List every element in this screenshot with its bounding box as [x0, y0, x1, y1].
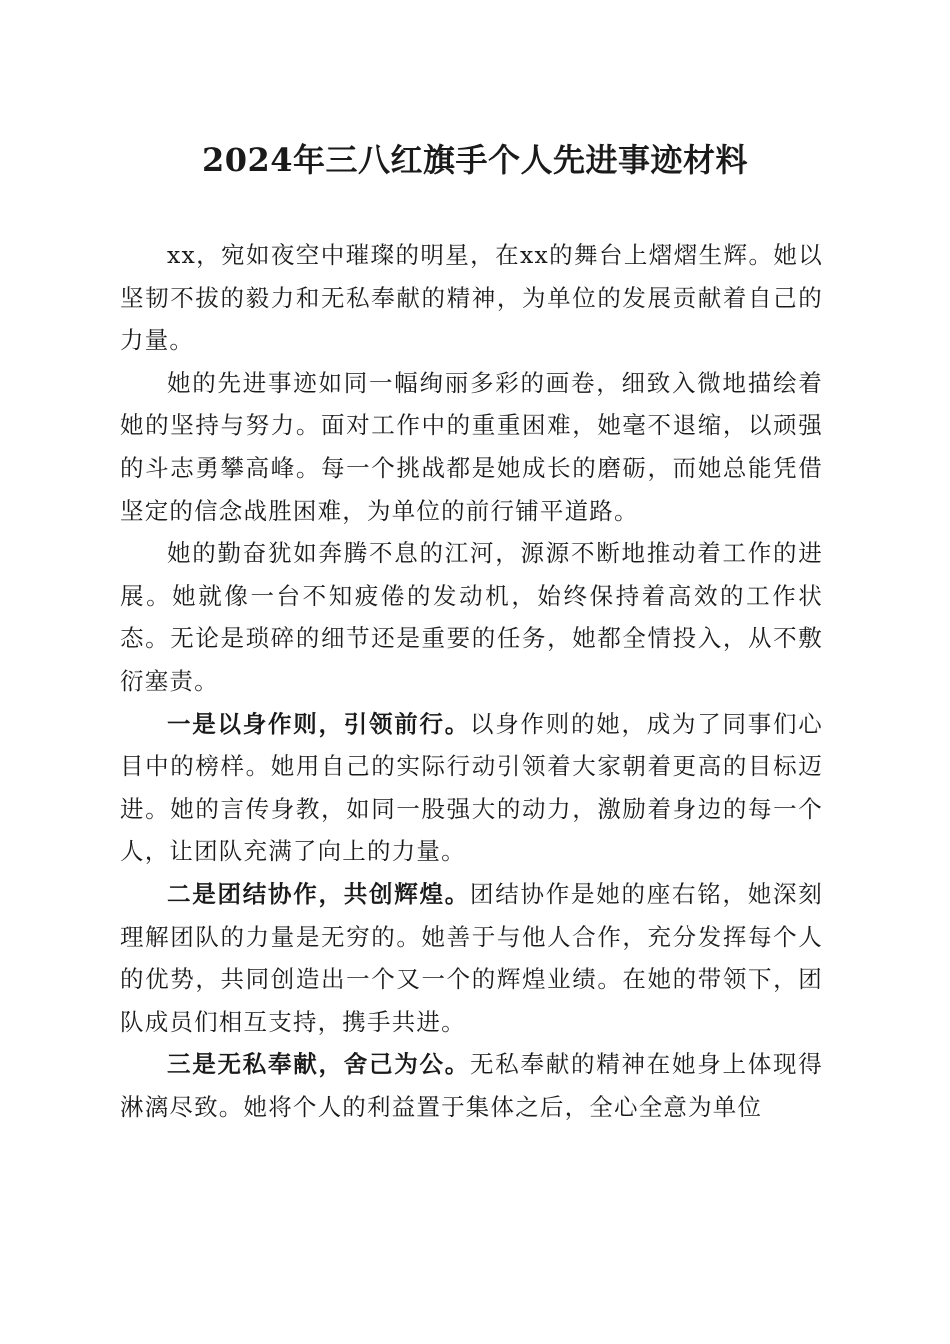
paragraph — [120, 234, 823, 362]
paragraph-lead-heading: 二是团结协作，共创辉煌。 — [167, 879, 471, 908]
paragraph-text: 无私奉献的精神在她身上体现得淋漓尽致。她将个人的利益置于集体之后，全心全意为单位 — [120, 1050, 823, 1121]
paragraph-text: 以身作则的她，成为了同事们心目中的榜样。她用自己的实际行动引领着大家朝着更高的目标迈进。她的言传身教，如同一股强大的动力，激励着身边的每一个人，让团队充满了向上的力量。 — [120, 709, 823, 866]
paragraph-lead-heading: 一是以身作则，引领前行。 — [167, 709, 471, 738]
document-body — [120, 234, 823, 1128]
paragraph — [120, 703, 823, 873]
document-title: 2024年三八红旗手个人先进事迹材料 — [201, 141, 749, 179]
paragraph — [120, 873, 823, 1043]
paragraph-text: 团结协作是她的座右铭，她深刻理解团队的力量是无穷的。她善于与他人合作，充分发挥每个人的优势，共同创造出一个又一个的辉煌业绩。在她的带领下，团队成员们相互支持，携手共进。 — [120, 879, 823, 1036]
paragraph — [120, 532, 823, 702]
paragraph-text: xx，宛如夜空中璀璨的明星，在xx的舞台上熠熠生辉。她以坚韧不拔的毅力和无私奉献的精神，为单位的发展贡献着自己的力量。 — [120, 241, 823, 355]
paragraph-lead-heading: 三是无私奉献，舍己为公。 — [167, 1050, 471, 1079]
paragraph-text: 她的勤奋犹如奔腾不息的江河，源源不断地推动着工作的进展。她就像一台不知疲倦的发动机，始终保持着高效的工作状态。无论是琐碎的细节还是重要的任务，她都全情投入，从不敷衍塞责。 — [120, 539, 823, 695]
paragraph — [120, 1043, 823, 1128]
paragraph — [120, 362, 823, 532]
paragraph-text: 她的先进事迹如同一幅绚丽多彩的画卷，细致入微地描绘着她的坚持与努力。面对工作中的重重困难，她毫不退缩，以顽强的斗志勇攀高峰。每一个挑战都是她成长的磨砺，而她总能凭借坚定的信念战胜困难，为单位的前行铺平道路。 — [120, 368, 823, 525]
